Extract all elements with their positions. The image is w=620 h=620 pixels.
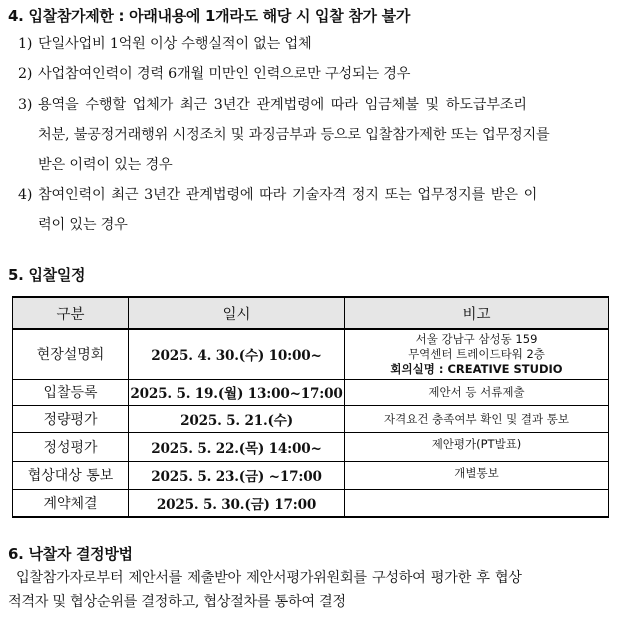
datetime-cell: 2025. 5. 22.(목) 14:00~ [129, 432, 345, 461]
column-header-note: 비고 [345, 297, 609, 329]
table-row [13, 432, 609, 461]
item-text: 처분, 불공정거래행위 시정조치 및 과징금부과 등으로 입찰참가제한 또는 업무정지를 [38, 127, 550, 143]
section-5-heading: 5. 입찰일정 [8, 266, 86, 284]
note-line: 제안서 등 서류제출 [428, 385, 525, 399]
list-item [18, 90, 614, 180]
item-number: 3) [18, 97, 33, 113]
note-line-bold: 회의실명 : CREATIVE STUDIO [390, 361, 563, 376]
table-header-row [13, 297, 609, 329]
paragraph-line: 입찰참가자로부터 제안서를 제출받아 제안서평가위원회를 구성하여 평가한 후 협상 [16, 570, 522, 586]
note-line: 무역센터 트레이드타워 2층 [408, 346, 545, 361]
note-cell [345, 405, 609, 432]
item-text: 받은 이력이 있는 경우 [38, 157, 173, 173]
datetime-cell: 2025. 5. 23.(금) ~17:00 [129, 461, 345, 489]
table-row [13, 461, 609, 489]
item-number: 1) [18, 36, 33, 52]
datetime-cell: 2025. 4. 30.(수) 10:00~ [129, 329, 345, 379]
note-cell [345, 329, 609, 379]
item-text: 용역을 수행할 업체가 최근 3년간 관계법령에 따라 임금체불 및 하도급부조리 [38, 97, 527, 113]
category-cell: 입찰등록 [13, 379, 129, 405]
table-row [13, 329, 609, 379]
table-row [13, 379, 609, 405]
schedule-table [12, 296, 609, 518]
table-row [13, 405, 609, 432]
datetime-cell: 2025. 5. 21.(수) [129, 405, 345, 432]
column-header-category: 구분 [13, 297, 129, 329]
item-text: 참여인력이 최근 3년간 관계법령에 따라 기술자격 정지 또는 업무정지를 받은 이 [38, 187, 538, 203]
list-item [18, 59, 614, 89]
section-6-paragraph [8, 566, 612, 614]
item-text: 사업참여인력이 경력 6개월 미만인 인력으로만 구성되는 경우 [38, 66, 411, 82]
paragraph-line: 적격자 및 협상순위를 결정하고, 협상절차를 통하여 결정 [8, 594, 346, 610]
note-cell [345, 379, 609, 405]
category-cell: 정량평가 [13, 405, 129, 432]
category-cell: 정성평가 [13, 432, 129, 461]
item-number: 4) [18, 187, 33, 203]
note-line: 서울 강남구 삼성동 159 [415, 331, 538, 346]
datetime-cell: 2025. 5. 19.(월) 13:00~17:00 [129, 379, 345, 405]
note-cell [345, 489, 609, 517]
note-line: 자격요건 충족여부 확인 및 결과 통보 [384, 411, 569, 426]
item-text: 단일사업비 1억원 이상 수행실적이 없는 업체 [38, 36, 312, 52]
note-cell [345, 432, 609, 461]
item-number: 2) [18, 66, 33, 82]
column-header-datetime: 일시 [129, 297, 345, 329]
category-cell: 협상대상 통보 [13, 461, 129, 489]
datetime-cell: 2025. 5. 30.(금) 17:00 [129, 489, 345, 517]
note-line: 제안평가(PT발표) [431, 436, 522, 451]
table-row [13, 489, 609, 517]
list-item [18, 180, 614, 240]
category-cell: 현장설명회 [13, 329, 129, 379]
note-cell [345, 461, 609, 489]
section-6-heading: 6. 낙찰자 결정방법 [8, 545, 133, 563]
list-item [18, 29, 614, 59]
category-cell: 계약체결 [13, 489, 129, 517]
item-text: 력이 있는 경우 [38, 217, 128, 233]
note-line: 개별통보 [454, 465, 499, 480]
section-4-heading: 4. 입찰참가제한 : 아래내용에 1개라도 해당 시 입찰 참가 불가 [8, 7, 411, 25]
